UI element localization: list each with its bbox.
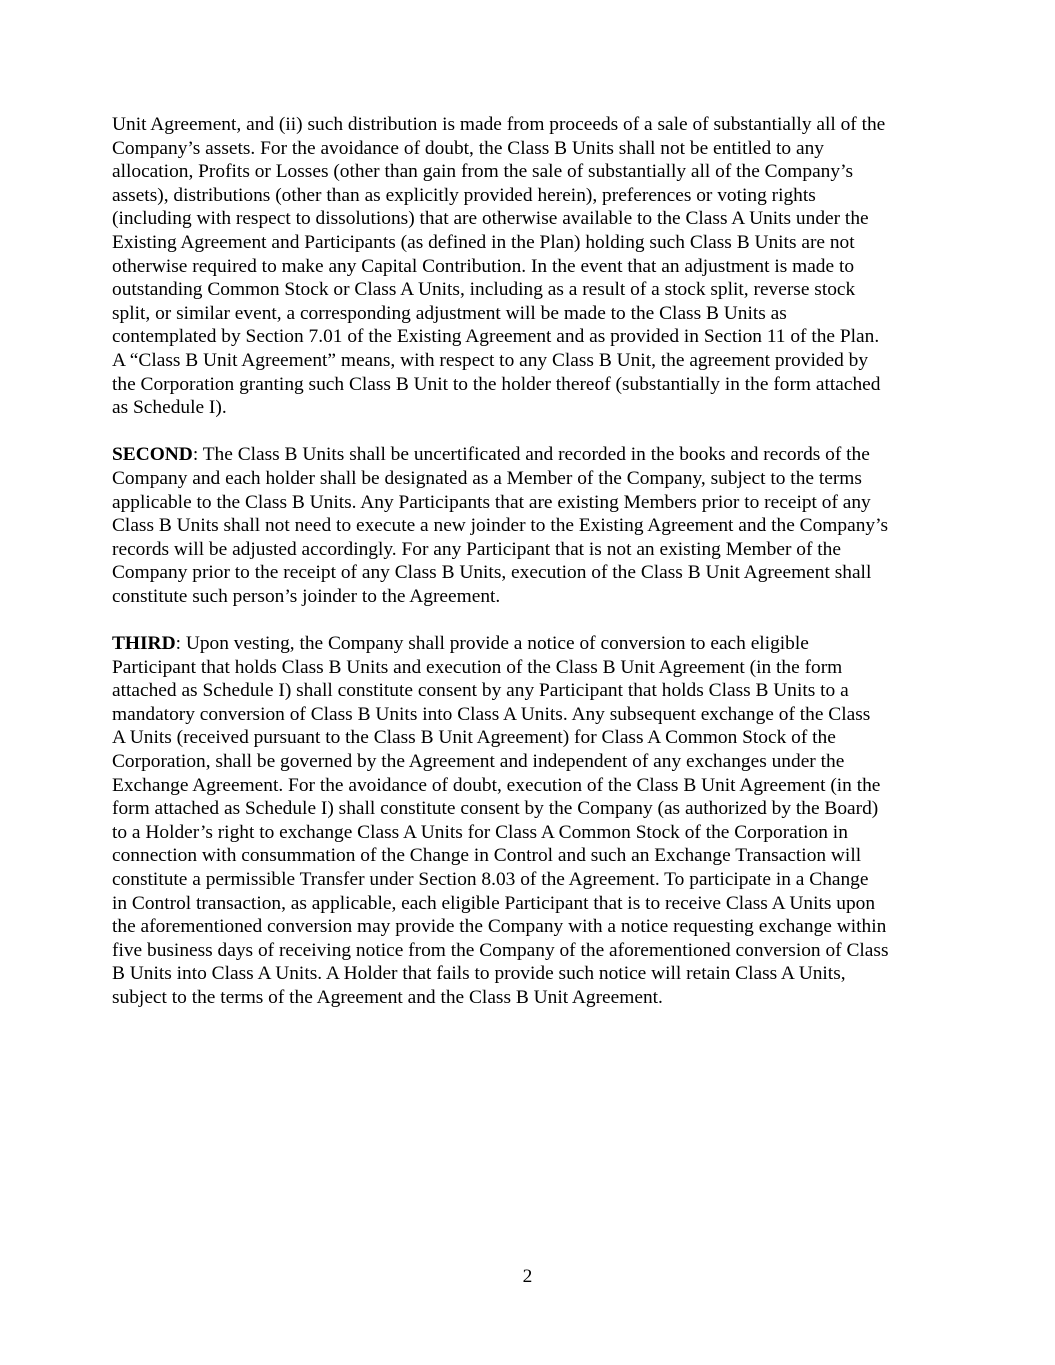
text-line: [112, 844, 948, 868]
line-text: Company prior to the receipt of any Class B Units, execution of the Class B Unit Agreement shall: [112, 562, 872, 584]
text-line: [112, 231, 948, 255]
line-text: the Corporation granting such Class B Unit to the holder thereof (substantially in the form attached: [112, 373, 881, 395]
line-text: allocation, Profits or Losses (other than gain from the sale of substantially all of the Company’s: [112, 161, 854, 183]
page-number: 2: [522, 1266, 533, 1287]
line-text: otherwise required to make any Capital Contribution. In the event that an adjustment is made to: [112, 255, 855, 277]
line-text: records will be adjusted accordingly. For any Participant that is not an existing Member of the: [112, 538, 841, 560]
document-body: [112, 113, 948, 1033]
text-line: [112, 986, 948, 1010]
line-text: as Schedule I).: [112, 397, 227, 419]
text-line: [112, 491, 948, 515]
line-text: Corporation, shall be governed by the Agreement and independent of any exchanges under the: [112, 751, 845, 773]
line-text: constitute a permissible Transfer under Section 8.03 of the Agreement. To participate in a Change: [112, 869, 869, 890]
line-text: contemplated by Section 7.01 of the Existing Agreement and as provided in Section 11 of the Plan.: [112, 326, 880, 348]
text-line: [112, 632, 948, 656]
text-line: [112, 821, 948, 845]
text-line: [112, 892, 948, 916]
line-text: outstanding Common Stock or Class A Units, including as a result of a stock split, reverse stock: [112, 279, 856, 301]
text-line: [112, 679, 948, 703]
paragraph: [112, 632, 948, 1010]
text-line: [112, 656, 948, 680]
line-text: B Units into Class A Units. A Holder that fails to provide such notice will retain Class A Units,: [112, 963, 846, 985]
paragraph: [112, 443, 948, 608]
paragraph-lead-heading: THIRD: [112, 633, 176, 655]
line-text: (including with respect to dissolutions) that are otherwise available to the Class A Units under the: [112, 208, 869, 230]
line-text: five business days of receiving notice from the Company of the aforementioned conversion of Class: [112, 939, 889, 961]
text-line: [112, 349, 948, 373]
text-line: [112, 750, 948, 774]
text-line: [112, 160, 948, 184]
line-text: constitute such person’s joinder to the Agreement.: [112, 585, 501, 607]
line-text: Participant that holds Class B Units and execution of the Class B Unit Agreement (in the form: [112, 656, 843, 678]
text-line: [112, 939, 948, 963]
paragraph-lead-heading: SECOND: [112, 444, 193, 466]
text-line: [112, 561, 948, 585]
text-line: [112, 302, 948, 326]
text-line: [112, 774, 948, 798]
line-text: Unit Agreement, and (ii) such distribution is made from proceeds of a sale of substantially all of the: [112, 114, 886, 135]
line-text: the aforementioned conversion may provide the Company with a notice requesting exchange within: [112, 916, 887, 938]
line-text: to a Holder’s right to exchange Class A Units for Class A Common Stock of the Corporation in: [112, 821, 848, 843]
text-line: [112, 726, 948, 750]
text-line: [112, 137, 948, 161]
text-line: [112, 585, 948, 609]
text-line: [112, 207, 948, 231]
line-text: : Upon vesting, the Company shall provide a notice of conversion to each eligible: [175, 633, 809, 655]
text-line: [112, 538, 948, 562]
text-line: [112, 255, 948, 279]
line-text: subject to the terms of the Agreement and the Class B Unit Agreement.: [112, 986, 663, 1008]
line-text: Exchange Agreement. For the avoidance of doubt, execution of the Class B Unit Agreement (in the: [112, 774, 881, 796]
text-line: [112, 962, 948, 986]
text-line: [112, 373, 948, 397]
line-text: attached as Schedule I) shall constitute consent by any Participant that holds Class B Units to a: [112, 680, 849, 702]
line-text: in Control transaction, as applicable, each eligible Participant that is to receive Class A Units upon: [112, 892, 876, 914]
line-text: A Units (received pursuant to the Class B Unit Agreement) for Class A Common Stock of the: [112, 727, 836, 749]
text-line: [112, 703, 948, 727]
paragraph: [112, 113, 948, 420]
line-text: : The Class B Units shall be uncertificated and recorded in the books and records of the: [192, 444, 870, 466]
text-line: [112, 278, 948, 302]
text-line: [112, 184, 948, 208]
text-line: [112, 514, 948, 538]
line-text: A “Class B Unit Agreement” means, with respect to any Class B Unit, the agreement provided by: [112, 349, 869, 371]
line-text: Class B Units shall not need to execute a new joinder to the Existing Agreement and the Company’s: [112, 515, 889, 537]
text-line: [112, 868, 948, 892]
text-line: [112, 467, 948, 491]
text-line: [112, 915, 948, 939]
text-line: [112, 396, 948, 420]
line-text: mandatory conversion of Class B Units into Class A Units. Any subsequent exchange of the Class: [112, 703, 871, 725]
line-text: assets), distributions (other than as explicitly provided herein), preferences or voting rights: [112, 184, 816, 206]
line-text: Company and each holder shall be designated as a Member of the Company, subject to the terms: [112, 467, 862, 489]
line-text: form attached as Schedule I) shall constitute consent by the Company (as authorized by the Board): [112, 798, 879, 820]
line-text: Existing Agreement and Participants (as defined in the Plan) holding such Class B Units are not: [112, 231, 855, 253]
line-text: split, or similar event, a corresponding adjustment will be made to the Class B Units as: [112, 302, 787, 324]
line-text: Company’s assets. For the avoidance of doubt, the Class B Units shall not be entitled to any: [112, 137, 824, 159]
text-line: [112, 443, 948, 467]
text-line: [112, 797, 948, 821]
text-line: [112, 325, 948, 349]
line-text: applicable to the Class B Units. Any Participants that are existing Members prior to receipt of any: [112, 491, 871, 513]
line-text: connection with consummation of the Change in Control and such an Exchange Transaction will: [112, 845, 862, 867]
text-line: [112, 113, 948, 137]
